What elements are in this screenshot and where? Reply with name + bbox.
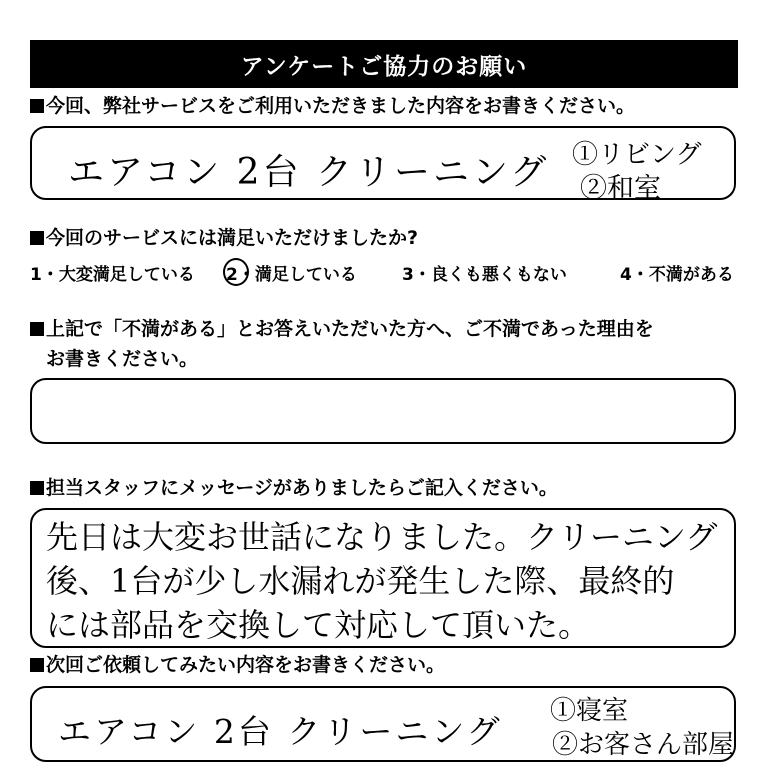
- bullet-square-icon: [30, 231, 44, 245]
- selected-circle-mark: [223, 258, 249, 286]
- bullet-square-icon: [30, 99, 44, 113]
- bullet-square-icon: [30, 322, 44, 336]
- survey-title-bar: [30, 40, 738, 88]
- option-2-selected[interactable]: 2・満足している: [226, 265, 357, 285]
- answer-1-main: エアコン 2台 クリーニング: [68, 152, 550, 193]
- question-2: [30, 223, 418, 253]
- answer-3-box: [30, 378, 736, 444]
- answer-5-box: [30, 686, 736, 762]
- question-4-text: 担当スタッフにメッセージがありましたらご記入ください。: [46, 477, 558, 499]
- question-1-text: 今回、弊社サービスをご利用いただきました内容をお書きください。: [46, 95, 636, 117]
- answer-5-item-1: ①寝室: [550, 696, 629, 726]
- answer-4-line-2: 後、1台が少し水漏れが発生した際、最終的: [46, 562, 675, 600]
- option-1[interactable]: 1・大変満足している: [30, 265, 195, 285]
- question-3-text-line2: お書きください。: [46, 348, 199, 370]
- bullet-square-icon: [30, 658, 44, 672]
- answer-1-item-2: ②和室: [580, 173, 661, 204]
- question-3: [30, 314, 654, 374]
- answer-4-line-3: には部品を交換して対応して頂いた。: [46, 606, 591, 644]
- question-2-text: 今回のサービスには満足いただけましたか?: [46, 227, 419, 249]
- answer-1-item-1: ①リビング: [572, 140, 702, 170]
- question-5: [30, 650, 445, 680]
- bullet-square-icon: [30, 481, 44, 495]
- option-3[interactable]: 3・良くも悪くもない: [402, 265, 567, 285]
- satisfaction-options: [30, 258, 740, 288]
- survey-title: アンケートご協力のお願い: [240, 53, 528, 80]
- question-5-text: 次回ご依頼してみたい内容をお書きください。: [46, 654, 446, 676]
- question-4: [30, 473, 558, 503]
- answer-4-line-1: 先日は大変お世話になりました。クリーニング: [46, 518, 718, 556]
- answer-1-box: [30, 126, 736, 204]
- answer-4-box: [30, 508, 736, 648]
- answer-5-main: エアコン 2台 クリーニング: [58, 712, 503, 751]
- answer-5-item-2: ②お客さん部屋: [552, 730, 735, 760]
- option-4[interactable]: 4・不満がある: [620, 265, 734, 285]
- question-3-text-line1: 上記で「不満がある」とお答えいただいた方へ、ご不満であった理由を: [46, 318, 654, 340]
- question-1: [30, 91, 635, 121]
